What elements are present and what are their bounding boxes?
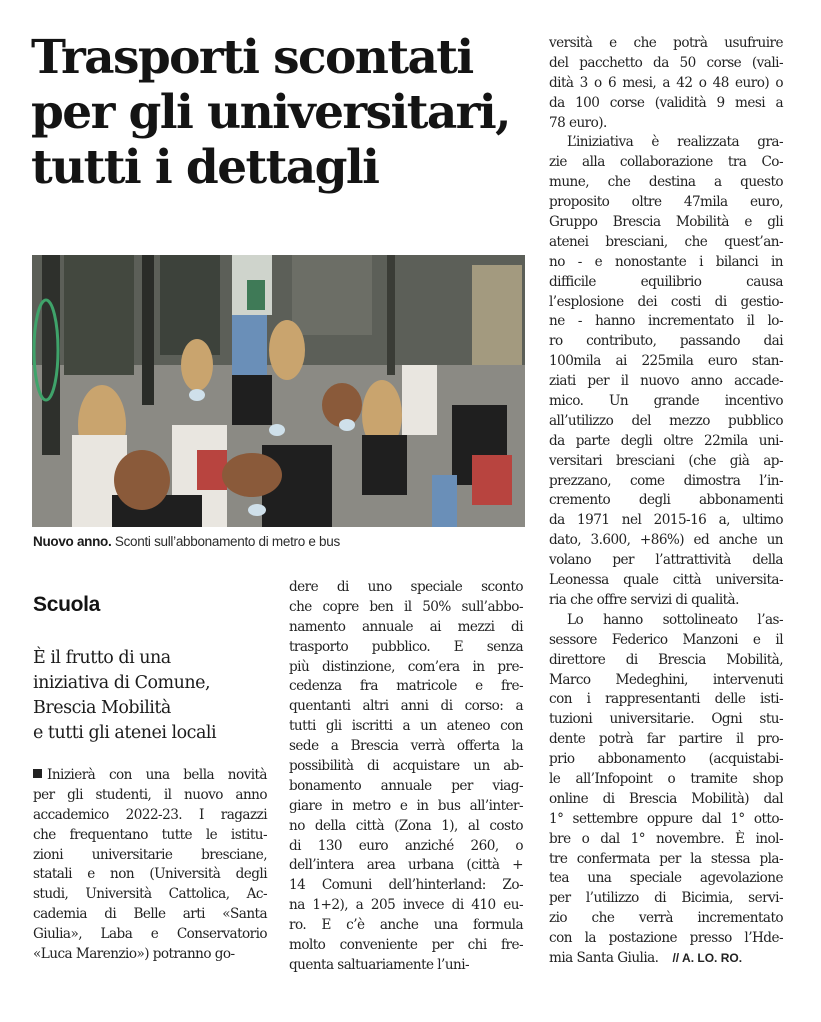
body-line: quentanti altri anni di corso: a bbox=[289, 698, 523, 715]
body-line: ro. E c’è anche una formula bbox=[289, 917, 523, 934]
body-line: sede a Brescia verrà offerta la bbox=[289, 738, 523, 755]
headline bbox=[31, 30, 531, 195]
section-kicker: Scuola bbox=[33, 593, 101, 616]
subhead-line: È il frutto di una bbox=[33, 648, 171, 668]
body-line: sessore Federico Manzoni e il bbox=[549, 631, 783, 648]
body-line: ne - hanno incrementato il lo- bbox=[549, 313, 783, 330]
body-line: le all’Infopoint o tramite shop bbox=[549, 770, 783, 787]
body-line: dell’intera area urbana (città + bbox=[289, 857, 523, 874]
body-line: namento annuale ai mezzi di bbox=[289, 618, 523, 635]
body-line: del pacchetto da 50 corse (vali- bbox=[549, 54, 783, 71]
body-line: na 1+2), a 205 invece di 410 eu- bbox=[289, 897, 523, 914]
body-line: cademia di Belle arti «Santa bbox=[33, 906, 267, 923]
body-line: versità e che potrà usufruire bbox=[549, 35, 783, 51]
body-line: 1° settembre oppure dal 1° otto- bbox=[549, 810, 783, 827]
article-photo bbox=[32, 255, 525, 527]
body-line: con i rappresentanti delle isti- bbox=[549, 691, 783, 708]
caption-text: Sconti sull’abbonamento di metro e bus bbox=[111, 534, 340, 549]
body-line: da 100 corse (validità 9 mesi a bbox=[549, 94, 783, 111]
body-line: dere di uno speciale sconto bbox=[289, 579, 523, 595]
subheadline bbox=[33, 646, 273, 746]
body-line: «Luca Marenzio») potranno go- bbox=[33, 946, 235, 963]
body-line: Lo hanno sottolineato l’as- bbox=[567, 611, 783, 628]
body-line: ria che offre servizi di qualità. bbox=[549, 591, 739, 608]
body-line: zioni universitarie bresciane, bbox=[33, 846, 267, 863]
body-line: trasporto pubblico. E senza bbox=[289, 638, 523, 655]
body-line: cremento degli abbonamenti bbox=[549, 492, 783, 509]
body-line: tutti gli iscritti a un ateneo con bbox=[289, 718, 523, 735]
body-column-3 bbox=[549, 34, 783, 969]
author-byline: // A. LO. RO. bbox=[672, 950, 743, 965]
headline-line: tutti i dettagli bbox=[31, 140, 379, 195]
body-line: no - e nonostante i bilanci in bbox=[549, 253, 783, 270]
body-line: Leonessa quale città universita- bbox=[549, 572, 783, 589]
body-line: prio abbonamento (acquistabi- bbox=[549, 751, 783, 768]
body-line: dato, 3.600, +86%) ed anche un bbox=[549, 532, 783, 549]
body-line: L’iniziativa è realizzata gra- bbox=[567, 134, 783, 151]
body-line: cedenza fra matricole e fre- bbox=[289, 678, 523, 695]
body-line: di 130 euro anziché 260, o bbox=[289, 837, 523, 854]
body-line: per gli studenti, il nuovo anno bbox=[33, 786, 267, 803]
headline-line: per gli universitari, bbox=[31, 85, 510, 140]
body-line: direttore di Brescia Mobilità, bbox=[549, 651, 783, 668]
body-line: dente potrà far partire il pro- bbox=[549, 731, 783, 748]
body-line: da 1971 nel 2015-16 a, ultimo bbox=[549, 512, 783, 529]
body-line: atenei bresciani, che quest’an- bbox=[549, 233, 783, 250]
body-line: molto conveniente per chi fre- bbox=[289, 937, 523, 954]
body-line: mune, che destina a questo bbox=[549, 174, 783, 191]
subhead-line: e tutti gli atenei locali bbox=[33, 723, 217, 743]
caption-lead: Nuovo anno. bbox=[33, 534, 112, 549]
body-line: bonamento annuale per viag- bbox=[289, 777, 523, 794]
body-line: tuzioni universitarie. Ogni stu- bbox=[549, 711, 783, 728]
body-line: per l’utilizzo di Bicimia, servi- bbox=[549, 890, 783, 907]
body-line: possibilità di acquistare un ab- bbox=[289, 758, 523, 775]
body-column-1 bbox=[33, 766, 267, 965]
body-line: bre o dal 1° novembre. È inol- bbox=[549, 830, 783, 847]
body-line: quenta saltuariamente l’uni- bbox=[289, 956, 470, 973]
square-bullet-icon bbox=[33, 769, 42, 778]
body-line: tre confermata per la stessa pla- bbox=[549, 850, 783, 867]
body-line: versitari bresciani (che già ap- bbox=[549, 452, 783, 469]
body-column-2 bbox=[289, 578, 523, 976]
subhead-line: iniziativa di Comune, bbox=[33, 673, 211, 693]
body-line: prezzano, come dimostra l’in- bbox=[549, 472, 783, 489]
body-line: Gruppo Brescia Mobilità e gli bbox=[549, 214, 783, 231]
body-line: accademico 2022-23. I ragazzi bbox=[33, 806, 267, 823]
body-line: proposito oltre 47mila euro, bbox=[549, 194, 783, 211]
body-line: ziati per il nuovo anno accade- bbox=[549, 373, 783, 390]
body-line: tea una speciale agevolazione bbox=[549, 870, 783, 887]
body-line: giare in metro e in bus all’inter- bbox=[289, 797, 523, 814]
subhead-line: Brescia Mobilità bbox=[33, 698, 171, 718]
body-line: più distinzione, com’era in pre- bbox=[289, 658, 523, 675]
body-line: online di Brescia Mobilità) dal bbox=[549, 790, 783, 807]
body-line: con la postazione presso l’Hde- bbox=[549, 930, 783, 947]
body-line: difficile equilibrio causa bbox=[549, 273, 783, 290]
body-line: statali e non (Università degli bbox=[33, 866, 267, 883]
body-line: l’esplosione dei costi di gestio- bbox=[549, 293, 783, 310]
body-line: mia Santa Giulia. // A. LO. RO. bbox=[549, 949, 743, 966]
body-line: Giulia», Laba e Conservatorio bbox=[33, 926, 267, 943]
body-line: no della città (Zona 1), al costo bbox=[289, 817, 523, 834]
body-line: Marco Medeghini, intervenuti bbox=[549, 671, 783, 688]
body-line: zio che verrà incrementato bbox=[549, 910, 783, 927]
crowd-photo-illustration bbox=[32, 255, 525, 527]
body-line: Inizierà con una bella novità bbox=[33, 766, 267, 786]
body-line: che frequentano tutte le istitu- bbox=[33, 826, 267, 843]
body-line: 100mila ai 225mila euro stan- bbox=[549, 353, 783, 370]
body-line: volano per l’attrattività della bbox=[549, 552, 783, 569]
body-line: ro contributo, passando dai bbox=[549, 333, 783, 350]
body-line: che copre ben il 50% sull’abbo- bbox=[289, 598, 523, 615]
body-line: da parte degli oltre 22mila uni- bbox=[549, 432, 783, 449]
photo-caption bbox=[33, 533, 533, 551]
body-line: zie alla collaborazione tra Co- bbox=[549, 154, 783, 171]
body-line: 14 Comuni dell’hinterland: Zo- bbox=[289, 877, 523, 894]
body-line: studi, Università Cattolica, Ac- bbox=[33, 886, 267, 903]
body-line: 78 euro). bbox=[549, 114, 607, 131]
body-line: mico. Un grande incentivo bbox=[549, 393, 783, 410]
body-line: all’utilizzo del mezzo pubblico bbox=[549, 412, 783, 429]
body-line: dità 3 o 6 mesi, a 42 o 48 euro) o bbox=[549, 74, 783, 91]
headline-line: Trasporti scontati bbox=[31, 30, 473, 85]
